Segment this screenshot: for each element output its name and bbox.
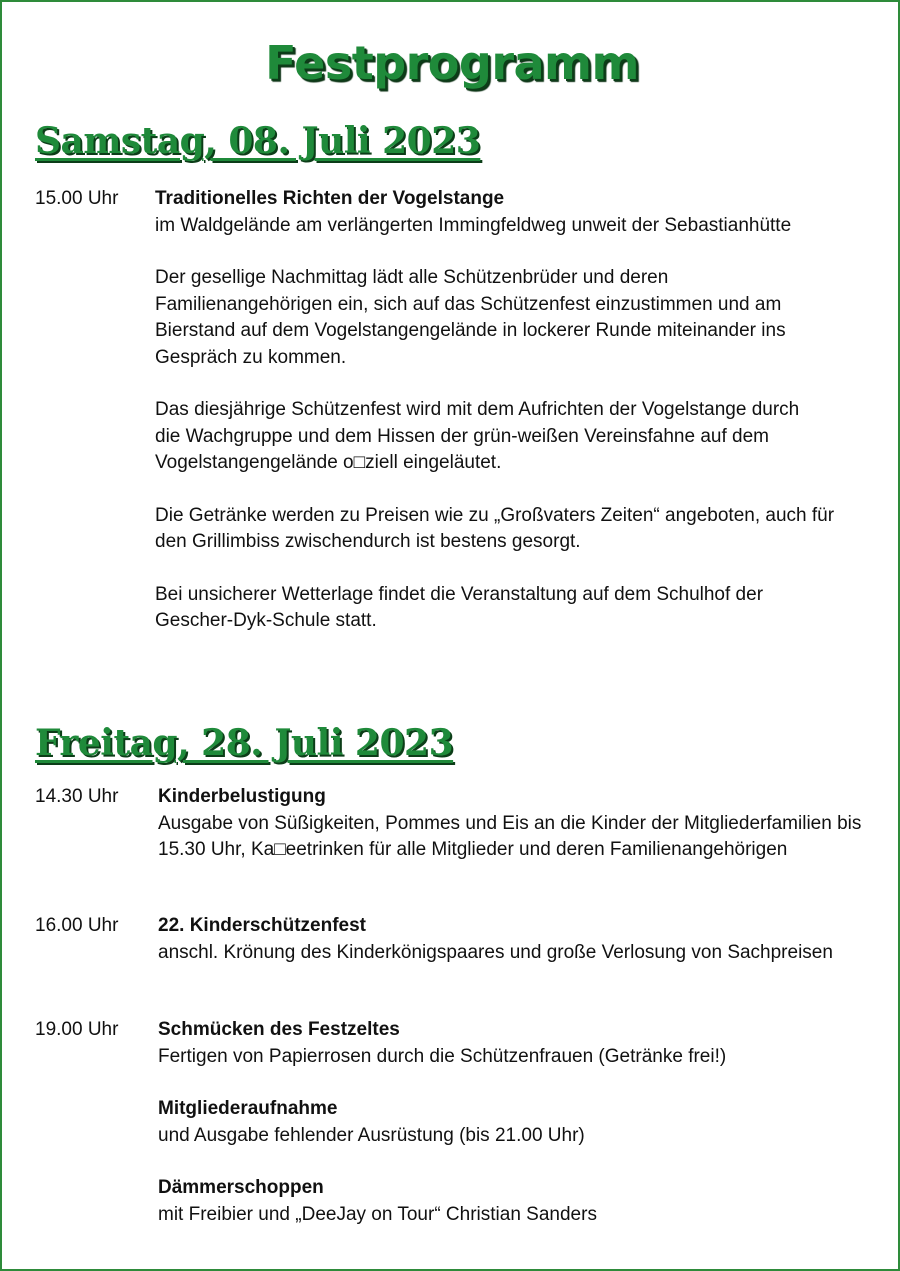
entry-content: [158, 1017, 878, 1070]
entry-time: 14.30 Uhr: [35, 786, 119, 807]
entry-time: 16.00 Uhr: [35, 915, 119, 936]
entry-description: anschl. Krönung des Kinderkönigspaares und große Verlosung von Sachpreisen: [158, 941, 833, 963]
entry-description: Fertigen von Papierrosen durch die Schützenfrauen (Getränke frei!): [158, 1045, 727, 1067]
entry-time: 19.00 Uhr: [35, 1019, 119, 1040]
entry-heading: Traditionelles Richten der Vogelstange: [155, 188, 505, 209]
page-title: Festprogramm: [265, 36, 639, 90]
entry-description: Ausgabe von Süßigkeiten, Pommes und Eis an die Kinder der Mitgliederfamilien bis 15.30 Uhr, Ka□eetrinken für alle Mitglieder und deren Familienangehörigen: [158, 812, 862, 860]
entry-heading: Schmücken des Festzeltes: [158, 1019, 400, 1040]
entry-content: [158, 913, 868, 966]
day-heading-friday: Freitag, 28. Juli 2023: [35, 722, 454, 764]
entry-content: [158, 1096, 878, 1149]
entry-description: mit Freibier und „DeeJay on Tour“ Christian Sanders: [158, 1203, 597, 1225]
entry-heading: Dämmerschoppen: [158, 1177, 324, 1198]
entry-time: 15.00 Uhr: [35, 188, 119, 209]
entry-paragraph: Der gesellige Nachmittag lädt alle Schützenbrüder und deren Familienangehörigen ein, sich auf das Schützenfest einzustimmen und am Bierstand auf dem Vogelstangengelände in lockerer Runde miteinander ins Gespräch zu kommen.: [155, 267, 786, 368]
entry-paragraph: Das diesjährige Schützenfest wird mit dem Aufrichten der Vogelstange durch die Wachgruppe und dem Hissen der grün-weißen Vereinsfahne auf dem Vogelstangengelände o□ziell eingeläutet.: [155, 399, 800, 473]
entry-description: und Ausgabe fehlender Ausrüstung (bis 21.00 Uhr): [158, 1124, 585, 1146]
entry-description: im Waldgelände am verlängerten Immingfeldweg unweit der Sebastianhütte: [155, 214, 792, 236]
entry-paragraph: Die Getränke werden zu Preisen wie zu „Großvaters Zeiten“ angeboten, auch für den Grillimbiss zwischendurch ist bestens gesorgt.: [155, 504, 835, 552]
entry-heading: Mitgliederaufnahme: [158, 1098, 338, 1119]
entry-heading: Kinderbelustigung: [158, 786, 326, 807]
entry-content: [155, 186, 835, 635]
entry-heading: 22. Kinderschützenfest: [158, 915, 366, 936]
entry-content: [158, 1175, 878, 1228]
entry-content: [158, 784, 878, 864]
day-heading-saturday: Samstag, 08. Juli 2023: [35, 120, 481, 162]
entry-paragraph: Bei unsicherer Wetterlage findet die Veranstaltung auf dem Schulhof der Gescher-Dyk-Schule statt.: [155, 583, 764, 631]
